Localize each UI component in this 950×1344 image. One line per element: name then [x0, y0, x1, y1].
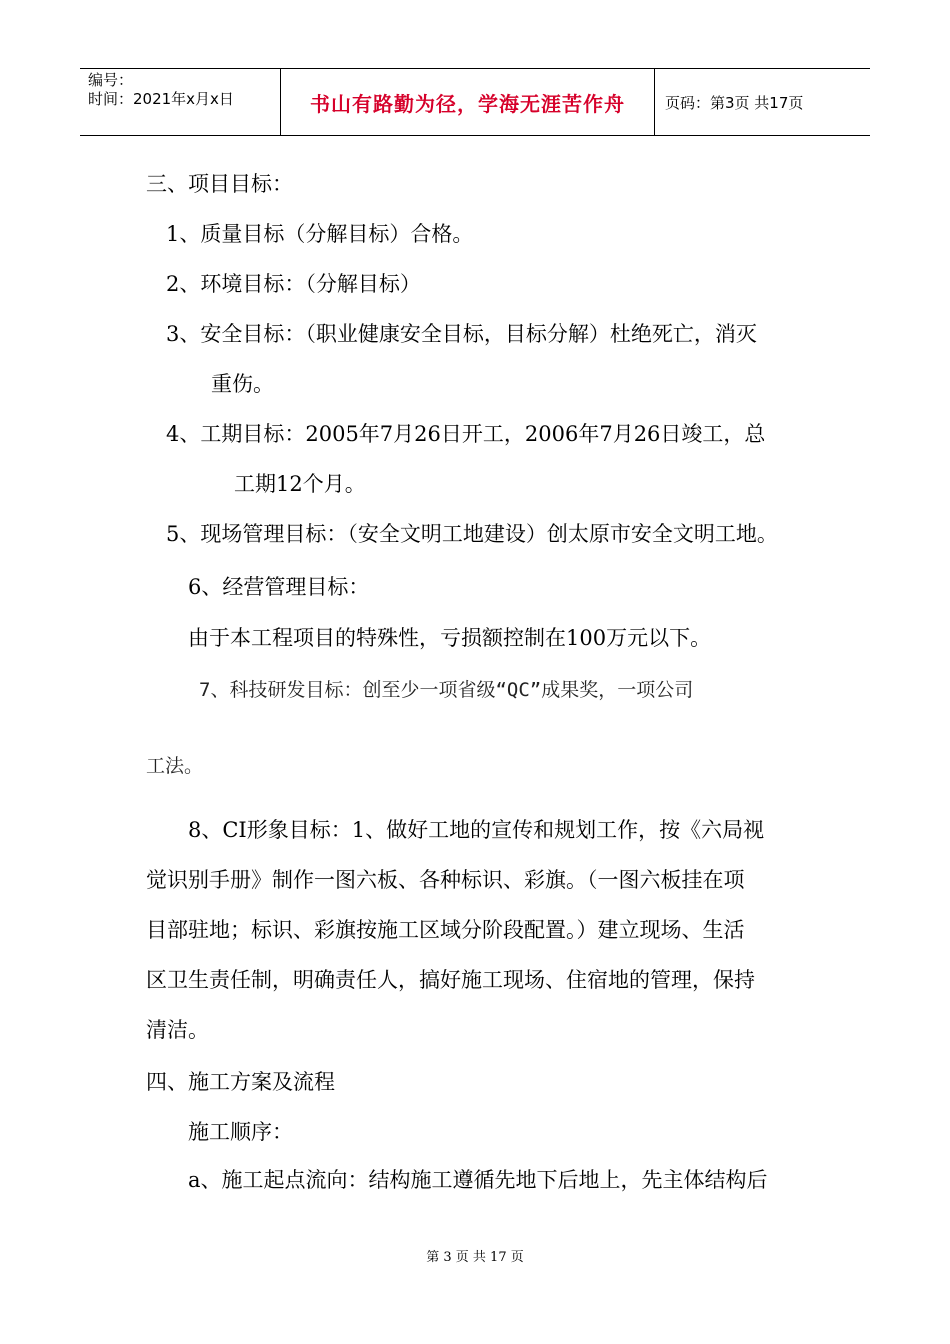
paragraph-line: 3、安全目标：（职业健康安全目标，目标分解）杜绝死亡，消灭: [166, 322, 757, 346]
paragraph-line: 区卫生责任制，明确责任人，搞好施工现场、住宿地的管理，保持: [146, 968, 755, 992]
motto-text: 书山有路勤为径，学海无涯苦作舟: [310, 91, 625, 116]
paragraph-line: a、施工起点流向：结构施工遵循先地下后地上，先主体结构后: [188, 1168, 768, 1192]
paragraph-line: 工期12个月。: [234, 472, 366, 496]
paragraph-line: 8、CI形象目标：1、做好工地的宣传和规划工作，按《六局视: [188, 818, 765, 842]
header-page-cell: [655, 69, 870, 135]
document-header: [80, 68, 870, 136]
page-footer: 第 3 页 共 17 页: [426, 1250, 524, 1265]
paragraph-line: 清洁。: [146, 1018, 209, 1042]
paragraph-line: 6、经营管理目标：: [188, 575, 370, 599]
paragraph-line: 工法。: [146, 755, 204, 777]
section-heading: 三、项目目标：: [146, 172, 293, 196]
paragraph-line: 4、工期目标：2005年7月26日开工，2006年7月26日竣工，总: [166, 422, 766, 446]
paragraph-line: 觉识别手册》制作一图六板、各种标识、彩旗。（一图六板挂在项: [146, 868, 745, 892]
paragraph-line: 由于本工程项目的特殊性，亏损额控制在100万元以下。: [188, 626, 712, 650]
paragraph-line: 7、科技研发目标：创至少一项省级“QC”成果奖，一项公司: [199, 679, 694, 701]
header-meta: [80, 69, 281, 135]
paragraph-line: 重伤。: [211, 372, 274, 396]
page-info: 页码：第3页 共17页: [665, 93, 804, 112]
number-label: 编号：: [88, 71, 134, 89]
paragraph-line: 1、质量目标（分解目标）合格。: [166, 222, 474, 246]
section-heading: 四、施工方案及流程: [146, 1070, 335, 1094]
paragraph-line: 5、现场管理目标：（安全文明工地建设）创太原市安全文明工地。: [166, 522, 778, 546]
header-motto-cell: [281, 69, 655, 135]
time-label: 时间：2021年x月x日: [88, 90, 234, 108]
paragraph-line: 目部驻地；标识、彩旗按施工区域分阶段配置。）建立现场、生活: [146, 918, 745, 942]
paragraph-line: 2、环境目标：（分解目标）: [166, 272, 421, 296]
paragraph-line: 施工顺序：: [188, 1120, 293, 1144]
